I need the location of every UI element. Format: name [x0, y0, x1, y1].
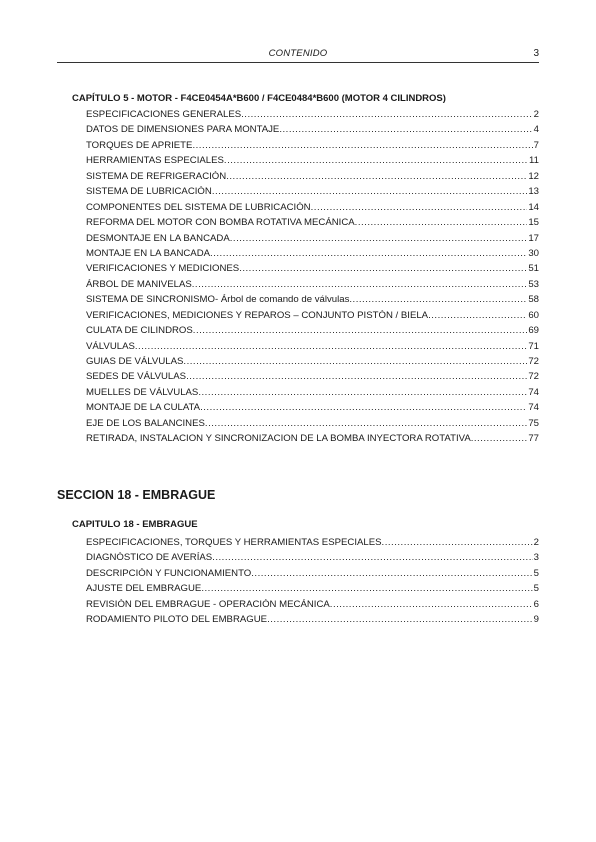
toc-entry-title: COMPONENTES DEL SISTEMA DE LUBRICACIÓN: [86, 201, 311, 213]
toc-entry-title: VÁLVULAS: [86, 340, 135, 352]
toc-entry-title: TORQUES DE APRIETE: [86, 139, 193, 151]
toc-dot-leader: [205, 418, 527, 429]
toc-entry-page: 12: [528, 170, 539, 182]
toc-entry-page: 14: [528, 201, 539, 213]
toc-entry-title: SISTEMA DE REFRIGERACIÓN: [86, 170, 227, 182]
toc-entry[interactable]: [86, 202, 539, 217]
toc-dot-leader: [239, 263, 527, 274]
toc-entry-page: 4: [533, 124, 539, 136]
header-page-number: 3: [533, 48, 539, 59]
toc-entry[interactable]: [86, 371, 539, 386]
toc-entry[interactable]: [86, 294, 539, 309]
chapter-18-toc: [86, 537, 539, 630]
toc-entry-title: CULATA DE CILINDROS: [86, 325, 193, 337]
toc-entry-page: 72: [528, 356, 539, 367]
toc-dot-leader: [279, 124, 532, 135]
toc-entry[interactable]: [86, 310, 539, 325]
toc-entry[interactable]: [86, 537, 539, 552]
toc-entry[interactable]: [86, 583, 539, 598]
chapter-5-title: CAPÍTULO 5 - MOTOR - F4CE0454A*B600 / F4CE0484*B600 (MOTOR 4 CILINDROS): [72, 93, 446, 104]
toc-entry-page: 51: [528, 263, 539, 275]
toc-entry-title: DATOS DE DIMENSIONES PARA MONTAJE: [86, 124, 280, 136]
toc-entry[interactable]: [86, 109, 539, 124]
toc-dot-leader: [230, 233, 528, 244]
toc-dot-leader: [192, 140, 532, 151]
toc-entry-title: RODAMIENTO PILOTO DEL EMBRAGUE: [86, 614, 268, 626]
toc-entry-page: 17: [528, 232, 539, 244]
toc-entry-page: 30: [528, 247, 539, 259]
toc-dot-leader: [471, 433, 528, 444]
toc-entry-page: 6: [533, 598, 539, 610]
toc-dot-leader: [251, 568, 532, 579]
toc-entry-title: VERIFICACIONES Y MEDICIONES: [86, 263, 240, 275]
toc-entry-page: 2: [533, 109, 539, 120]
toc-entry-page: 74: [528, 386, 539, 398]
toc-dot-leader: [198, 387, 527, 398]
toc-entry[interactable]: [86, 433, 539, 448]
toc-dot-leader: [193, 325, 528, 336]
toc-entry[interactable]: [86, 186, 539, 201]
toc-entry-title: DESCRIPCIÓN Y FUNCIONAMIENTO: [86, 567, 252, 579]
toc-entry-page: 69: [528, 325, 539, 337]
toc-dot-leader: [382, 537, 533, 548]
toc-entry-title: MUELLES DE VÁLVULAS: [86, 386, 199, 398]
toc-entry-page: 13: [528, 186, 539, 198]
toc-entry-title: ÁRBOL DE MANIVELAS: [86, 278, 192, 290]
toc-entry[interactable]: [86, 248, 539, 263]
toc-entry-title: REVISIÓN DEL EMBRAGUE - OPERACIÓN MECÁNICA: [86, 598, 330, 610]
toc-dot-leader: [135, 341, 527, 352]
toc-entry-title: ESPECIFICACIONES GENERALES: [86, 109, 242, 120]
toc-entry-title: MONTAJE DE LA CULATA: [86, 402, 201, 414]
toc-entry-page: 2: [533, 537, 539, 548]
toc-entry[interactable]: [86, 140, 539, 155]
toc-entry-title: SISTEMA DE SINCRONISMO- Árbol de comando de válvulas: [86, 294, 350, 306]
toc-entry-title: HERRAMIENTAS ESPECIALES: [86, 155, 224, 167]
toc-entry-page: 11: [529, 155, 539, 167]
toc-entry[interactable]: [86, 124, 539, 139]
header-title: CONTENIDO: [268, 48, 328, 59]
toc-entry-page: 15: [528, 217, 539, 229]
toc-entry-page: 7: [533, 139, 539, 151]
toc-entry-page: 53: [528, 278, 539, 290]
section-18-title: SECCION 18 - EMBRAGUE: [57, 488, 216, 502]
toc-entry[interactable]: [86, 171, 539, 186]
toc-dot-leader: [241, 109, 533, 120]
toc-dot-leader: [224, 155, 528, 166]
toc-entry-page: 60: [528, 309, 539, 321]
toc-dot-leader: [330, 599, 533, 610]
toc-entry[interactable]: [86, 552, 539, 567]
toc-entry-title: VERIFICACIONES, MEDICIONES Y REPAROS – CONJUNTO PISTÓN / BIELA: [86, 309, 429, 321]
toc-dot-leader: [212, 552, 532, 563]
toc-dot-leader: [311, 202, 528, 213]
chapter-18-title: CAPITULO 18 - EMBRAGUE: [72, 519, 198, 530]
toc-entry-title: REFORMA DEL MOTOR CON BOMBA ROTATIVA MECÁNICA: [86, 217, 355, 229]
toc-dot-leader: [201, 583, 532, 594]
toc-dot-leader: [226, 171, 527, 182]
toc-entry[interactable]: [86, 387, 539, 402]
toc-dot-leader: [212, 186, 528, 197]
toc-dot-leader: [192, 279, 528, 290]
toc-entry[interactable]: [86, 217, 539, 232]
toc-entry-title: AJUSTE DEL EMBRAGUE: [86, 583, 202, 595]
toc-entry[interactable]: [86, 568, 539, 583]
toc-entry[interactable]: [86, 233, 539, 248]
toc-entry[interactable]: [86, 402, 539, 417]
toc-entry[interactable]: [86, 599, 539, 614]
toc-entry[interactable]: [86, 614, 539, 629]
toc-entry-page: 5: [533, 583, 539, 595]
page-header: [57, 48, 539, 63]
toc-entry-page: 5: [533, 567, 539, 579]
toc-entry-page: 75: [528, 417, 539, 429]
toc-entry-title: EJE DE LOS BALANCINES: [86, 417, 205, 429]
toc-entry-title: RETIRADA, INSTALACION Y SINCRONIZACION DE LA BOMBA INYECTORA ROTATIVA: [86, 433, 471, 445]
toc-entry-page: 3: [533, 552, 539, 564]
toc-dot-leader: [186, 371, 527, 382]
toc-dot-leader: [428, 310, 527, 321]
toc-entry-title: ESPECIFICACIONES, TORQUES Y HERRAMIENTAS ESPECIALES: [86, 537, 382, 548]
toc-dot-leader: [267, 614, 533, 625]
toc-dot-leader: [349, 294, 527, 305]
toc-entry[interactable]: [86, 325, 539, 340]
toc-entry-title: SISTEMA DE LUBRICACIÓN: [86, 186, 212, 198]
toc-dot-leader: [355, 217, 528, 228]
toc-entry[interactable]: [86, 279, 539, 294]
toc-entry-page: 71: [528, 340, 539, 352]
toc-entry[interactable]: [86, 341, 539, 356]
toc-entry-title: GUIAS DE VÁLVULAS: [86, 356, 184, 367]
chapter-5-toc: [86, 109, 539, 449]
toc-entry-page: 74: [528, 402, 539, 414]
toc-entry[interactable]: [86, 356, 539, 371]
toc-entry-page: 72: [528, 371, 539, 383]
toc-entry-page: 58: [528, 294, 539, 306]
toc-entry-title: SEDES DE VÁLVULAS: [86, 371, 187, 383]
toc-entry-page: 77: [528, 433, 539, 445]
toc-entry-page: 9: [533, 614, 539, 626]
toc-entry-title: DIAGNÓSTICO DE AVERÍAS: [86, 552, 213, 564]
toc-entry[interactable]: [86, 155, 539, 170]
toc-entry[interactable]: [86, 263, 539, 278]
toc-entry-title: MONTAJE EN LA BANCADA: [86, 247, 211, 259]
toc-dot-leader: [210, 248, 527, 259]
toc-entry-title: DESMONTAJE EN LA BANCADA: [86, 232, 230, 244]
toc-entry[interactable]: [86, 418, 539, 433]
toc-dot-leader: [183, 356, 527, 367]
toc-dot-leader: [200, 402, 527, 413]
